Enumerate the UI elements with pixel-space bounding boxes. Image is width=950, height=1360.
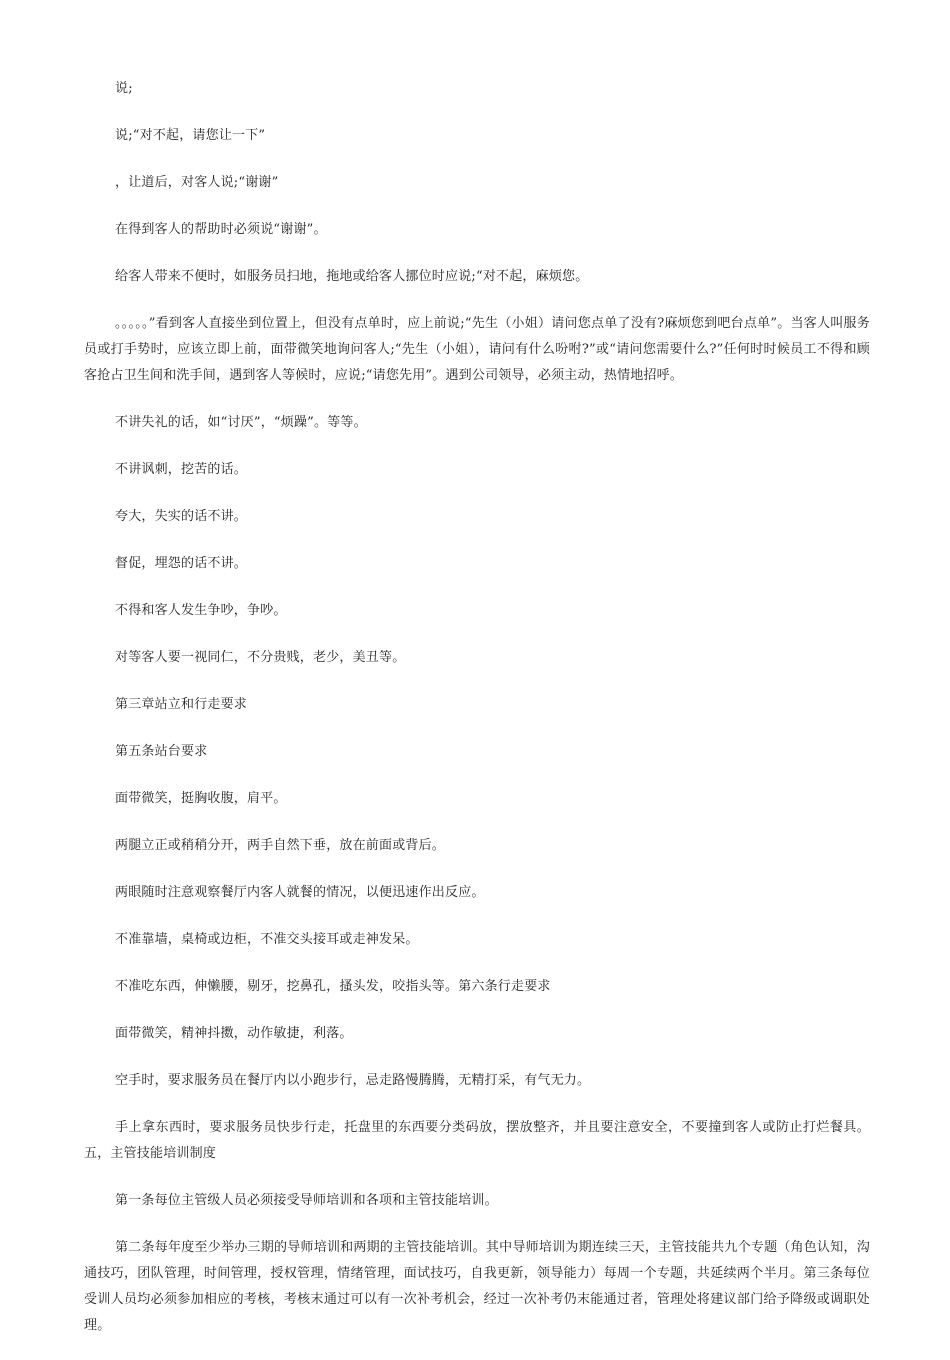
- paragraph: 手上拿东西时，要求服务员快步行走，托盘里的东西要分类码放，摆放整齐，并且要注意安全，不要撞到客人或防止打烂餐具。五，主管技能培训制度: [84, 1120, 870, 1161]
- paragraph: 面带微笑，挺胸收腹，肩平。: [115, 791, 287, 806]
- chapter-heading: 第三章站立和行走要求: [115, 697, 248, 712]
- paragraph: 面带微笑，精神抖擞，动作敏捷，利落。: [115, 1026, 353, 1041]
- paragraph: 不准吃东西，伸懒腰，剔牙，挖鼻孔，搔头发，咬指头等。第六条行走要求: [115, 979, 551, 994]
- paragraph: 不讲讽刺，挖苦的话。: [115, 462, 248, 477]
- paragraph: ，让道后，对客人说;“谢谢”: [115, 175, 279, 190]
- paragraph: 对等客人要一视同仁，不分贵贱，老少，美丑等。: [115, 650, 406, 665]
- paragraph: 两腿立正或稍稍分开，两手自然下垂，放在前面或背后。: [115, 838, 446, 853]
- paragraph: 给客人带来不便时，如服务员扫地，拖地或给客人挪位时应说;“对不起，麻烦您。: [115, 269, 589, 284]
- paragraph: 不讲失礼的话，如“讨厌”，“烦躁”。等等。: [115, 415, 367, 430]
- paragraph: 。。。。。”看到客人直接坐到位置上，但没有点单时，应上前说;“先生（小姐）请问您点单了没有?麻烦您到吧台点单”。当客人叫服务员或打手势时，应该立即上前，面带微笑地询问客人;“先生（小姐），请问有什么吩咐?”或“请问您需要什么?”任何时时候员工不得和顾客抢占卫生间和洗手间，遇到客人等候时，应说;“请您先用”。遇到公司领导，必须主动，热情地招呼。: [84, 316, 870, 383]
- document-body: [84, 76, 870, 1360]
- paragraph: 第一条每位主管级人员必须接受导师培训和各项和主管技能培训。: [115, 1193, 498, 1208]
- paragraph: 第二条每年度至少举办三期的导师培训和两期的主管技能培训。其中导师培训为期连续三天，主管技能共九个专题（角色认知，沟通技巧，团队管理，时间管理，授权管理，情绪管理，面试技巧，自我更新，领导能力）每周一个专题，共延续两个半月。第三条每位受训人员均必须参加相应的考核，考核末通过可以有一次补考机会，经过一次补考仍末能通过者，管理处将建议部门给予降级或调职处理。: [84, 1240, 870, 1333]
- paragraph: 夸大，失实的话不讲。: [115, 509, 248, 524]
- paragraph: 说;: [115, 81, 133, 96]
- paragraph: 空手时，要求服务员在餐厅内以小跑步行，忌走路慢腾腾，无精打采，有气无力。: [115, 1073, 591, 1088]
- paragraph: 不得和客人发生争吵，争吵。: [115, 603, 287, 618]
- paragraph: 说;“对不起，请您让一下”: [115, 128, 266, 143]
- article-heading: 第五条站台要求: [115, 744, 208, 759]
- paragraph: 在得到客人的帮助时必须说“谢谢”。: [115, 222, 327, 237]
- paragraph: 督促，埋怨的话不讲。: [115, 556, 248, 571]
- paragraph: 两眼随时注意观察餐厅内客人就餐的情况，以便迅速作出反应。: [115, 885, 485, 900]
- paragraph: 不准靠墙，桌椅或边柜，不准交头接耳或走神发呆。: [115, 932, 419, 947]
